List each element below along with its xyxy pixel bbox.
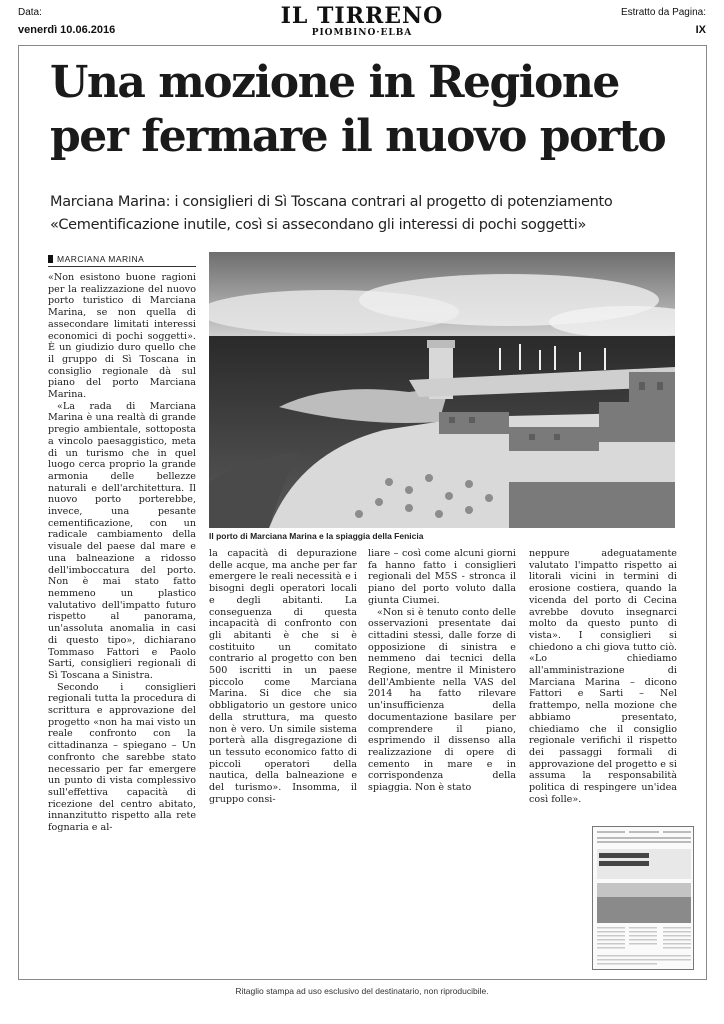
subheadline-line-2: «Cementificazione inutile, così si assecondano gli interessi di pochi soggetti» <box>50 217 587 233</box>
photo-caption: Il porto di Marciana Marina e la spiaggia della Fenicia <box>209 531 424 541</box>
masthead-name: IL TIRRENO <box>280 3 444 29</box>
kicker <box>48 254 144 264</box>
kicker-label: MARCIANA MARINA <box>57 254 145 264</box>
article-column-2 <box>209 548 357 805</box>
article-column-1 <box>48 272 196 834</box>
paragraph: liare – così come alcuni giorni fa hanno fatto i consiglieri regionali del M5S - stronca il piano del porto voluto dalla giunta Ciumei. <box>368 548 516 606</box>
headline <box>50 56 690 164</box>
page-thumbnail <box>592 826 694 970</box>
date-label: Data: <box>18 7 42 18</box>
harbor-photo-image <box>209 252 675 528</box>
footer-notice: Ritaglio stampa ad uso esclusivo del destinatario, non riproducibile. <box>235 986 489 996</box>
headline-line-1: Una mozione in Regione <box>50 57 619 108</box>
paragraph: «La rada di Marciana Marina è una realtà di grande pregio ambientale, sottoposta a vincolo paesaggistico, meta di un turismo che in quel luogo cerca proprio la grande armonia delle bellezze naturali e dell'architettura. Il nuovo porto porterebbe, invece, una pesante cementificazione, con un radicale cambiamento della visuale del paese dal mare e una balneazione a ridosso dell'imboccatura del porto. Non è mai stato fatto nemmeno un plastico valutativo dell'impatto futuro rispetto al panorama, un'assoluta anomalia in casi di questo tipo», dichiarano Tommaso Fattori e Paolo Sarti, consiglieri regionali di Sì Toscana a Sinistra. <box>48 400 196 681</box>
header-page <box>621 6 706 37</box>
page-thumbnail-image <box>593 827 694 970</box>
headline-line-2: per fermare il nuovo porto <box>50 111 666 162</box>
extract-label: Estratto da Pagina: <box>620 7 706 18</box>
paragraph: neppure adeguatamente valutato l'impatto rispetto ai litorali vicini in termini di erosione costiera, quando la vicenda del porto di Cecina avrebbe dovuto insegnarci molto da questo punto di vista». I consiglieri si chiedono a chi giova tutto ciò. «Lo chiediamo all'amministrazione di Marciana Marina – dicono Fattori e Sarti – Nel frattempo, nella mozione che abbiamo presentato, chiediamo che il consiglio regionale verifichi il rispetto dei passaggi formali di approvazione del progetto e si assuma la responsabilità politica di respingere un'idea così folle». <box>529 548 677 805</box>
masthead <box>0 4 724 38</box>
paragraph: Secondo i consiglieri regionali tutta la procedura di scrittura e approvazione del progetto «non ha mai visto un reale confronto con la cittadinanza – spiegano – Un confronto che sarebbe stato necessario per far emergere un punto di vista complessivo sull'effettiva capacità di ricezione del centro abitato, innanzitutto rispetto alla rete fognaria e al- <box>48 681 196 834</box>
paragraph: «Non esistono buone ragioni per la realizzazione del nuovo porto turistico di Marciana Marina, se non quella di assecondare limitati interessi economici di pochi soggetti». È un giudizio duro quello che il gruppo di Sì Toscana in consiglio regionale dà sul piano del porto Marciana Marina. <box>48 272 196 401</box>
subheadline <box>50 191 690 237</box>
article-column-3 <box>368 548 516 794</box>
subheadline-line-1: Marciana Marina: i consiglieri di Sì Toscana contrari al progetto di potenziamento <box>50 194 613 210</box>
article-column-4 <box>529 548 677 805</box>
page-number: IX <box>695 24 706 36</box>
masthead-edition: PIOMBINO·ELBA <box>311 28 413 38</box>
kicker-square-icon <box>48 255 53 263</box>
paragraph: la capacità di depurazione delle acque, ma anche per far emergere le reali necessità e i bisogni degli operatori locali e degli abitanti. La conseguenza di questa incapacità di confronto con gli abitanti è che si è costituito un comitato contrario al progetto con ben 500 iscritti in un paese piccolo come Marciana Marina. Si dice che sia obbligatorio un gestore unico della struttura, ma questo non è vero. Un simile sistema porterà alla disgregazione di un tessuto economico fatto di piccoli operatori della nautica, della balneazione e del turismo». Insomma, il gruppo consi- <box>209 548 357 805</box>
date-value: venerdì 10.06.2016 <box>18 24 116 36</box>
paragraph: «Non si è tenuto conto delle osservazioni presentate dai cittadini stessi, dalle forze di opposizione di sinistra e nemmeno dai tecnici della Regione, mentre il Ministero dell'Ambiente nella VAS del 2014 ha fatto rilevare un'insufficienza della documentazione basilare per comprendere il piano, esprimendo il dissenso alla realizzazione di opere di cemento in mare e in corrispondenza della spiaggia. Non è stato <box>368 606 516 794</box>
harbor-photo <box>209 252 675 528</box>
kicker-divider <box>48 266 196 267</box>
